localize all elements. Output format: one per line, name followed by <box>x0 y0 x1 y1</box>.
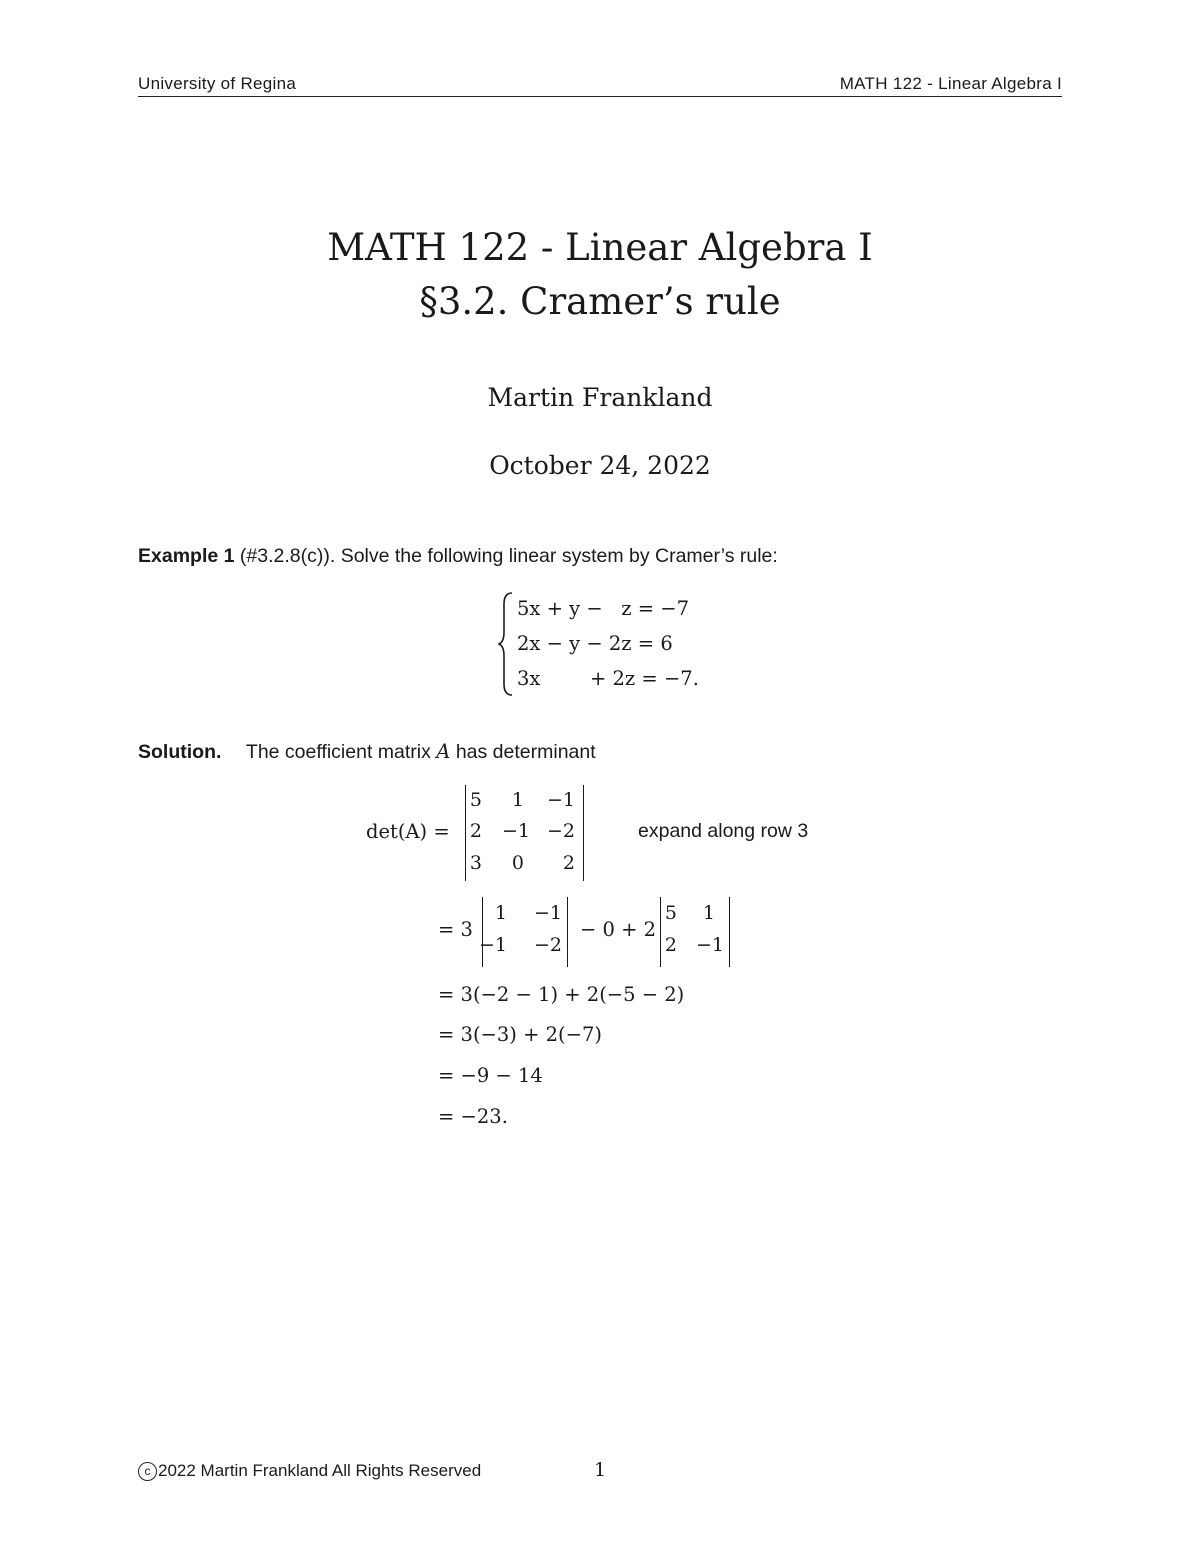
author: Martin Frankland <box>487 383 713 412</box>
step-4: = −9 − 14 <box>438 1064 543 1087</box>
document-subtitle: §3.2. Cramer’s rule <box>419 280 781 323</box>
equation-row-3 <box>517 667 699 690</box>
minor2-cell: 1 <box>702 902 715 924</box>
minor2-bar-right <box>729 897 730 967</box>
matrix-cell: 0 <box>511 852 524 874</box>
minor1-bar-right <box>567 897 568 967</box>
equation-1-lhs: 5x + y − z <box>517 597 632 620</box>
matrix-cell: 2 <box>562 852 575 874</box>
header-course: MATH 122 - Linear Algebra I <box>839 74 1062 93</box>
matrix-cell: 2 <box>469 820 482 842</box>
expansion-note: expand along row 3 <box>638 820 809 842</box>
matrix-cell: 3 <box>469 852 482 874</box>
example-text: Solve the following linear system by Cramer’s rule: <box>340 545 778 567</box>
solution-text-after: has determinant <box>455 741 596 763</box>
date: October 24, 2022 <box>489 451 711 480</box>
example-paragraph <box>138 545 778 568</box>
step1-middle: − 0 + 2 <box>580 918 657 941</box>
step1-prefix: = 3 <box>438 918 473 941</box>
det-label: det(A) = <box>366 820 450 843</box>
minor1-cell: 1 <box>494 902 507 924</box>
equation-2-rhs: = 6 <box>637 632 673 655</box>
equation-3-rhs: = −7. <box>641 667 699 690</box>
minor2-cell: 2 <box>664 934 677 956</box>
header-institution: University of Regina <box>138 74 297 93</box>
minor1-cell: −1 <box>533 902 562 924</box>
solution-text-before: The coefficient matrix <box>245 741 431 763</box>
step-5: = −23. <box>438 1105 508 1128</box>
equation-2-lhs: 2x − y − 2z <box>517 632 632 655</box>
minor2-cell: 5 <box>664 902 677 924</box>
equation-1-rhs: = −7 <box>637 597 690 620</box>
solution-label: Solution. <box>138 741 222 763</box>
example-label: Example 1 <box>138 545 235 567</box>
det-bar-right <box>583 785 584 881</box>
step-3: = 3(−3) + 2(−7) <box>438 1023 603 1046</box>
matrix-cell: 1 <box>511 789 524 811</box>
document-title: MATH 122 - Linear Algebra I <box>327 226 873 269</box>
page-number: 1 <box>594 1459 607 1481</box>
minor2-cell: −1 <box>695 934 724 956</box>
matrix-cell: −1 <box>501 820 530 842</box>
running-header <box>138 72 1062 97</box>
equation-row-1 <box>517 597 689 620</box>
copyright-icon: c <box>138 1462 157 1481</box>
copyright-notice <box>138 1461 481 1481</box>
matrix-cell: −1 <box>546 789 575 811</box>
solution-var: A <box>436 740 451 763</box>
equation-3-lhs: 3x + 2z <box>517 667 636 690</box>
solution-paragraph <box>138 740 596 764</box>
equation-row-2 <box>517 632 673 655</box>
copyright-text: 2022 Martin Frankland All Rights Reserved <box>158 1461 482 1480</box>
minor1-cell: −2 <box>533 934 562 956</box>
matrix-cell: 5 <box>469 789 482 811</box>
example-ref: (#3.2.8(c)). <box>239 545 336 567</box>
minor1-cell: −1 <box>478 934 507 956</box>
step-2: = 3(−2 − 1) + 2(−5 − 2) <box>438 983 685 1006</box>
system-brace <box>498 592 514 696</box>
matrix-cell: −2 <box>546 820 575 842</box>
